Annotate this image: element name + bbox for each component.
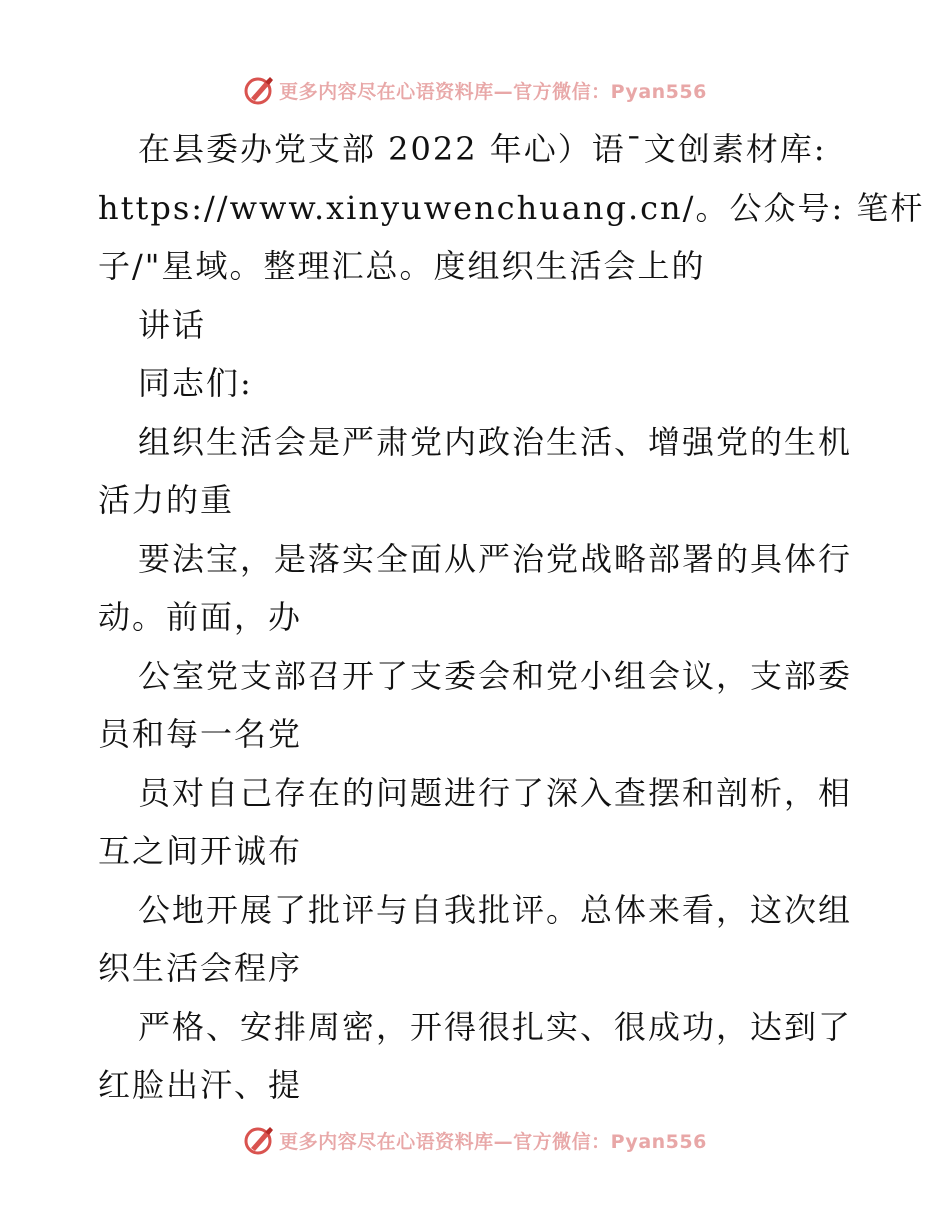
header-banner-text: 更多内容尽在心语资料库—官方微信：Pyan556 — [279, 80, 707, 103]
document-line: 讲话 — [138, 305, 207, 344]
document-line: 子/"星域。整理汇总。度组织生活会上的 — [98, 247, 706, 285]
document-line: 员对自己存在的问题进行了深入查摆和剖析，相 — [138, 773, 853, 812]
pen-logo-icon — [243, 1124, 275, 1156]
document-line: 动。前面，办 — [98, 598, 303, 636]
document-line: 公室党支部召开了支委会和党小组会议，支部委 — [138, 656, 853, 695]
document-line: 在县委办党支部 2022 年心）语¯文创素材库: — [138, 130, 827, 168]
document-line: 同志们: — [138, 364, 253, 402]
document-line: 红脸出汗、提 — [98, 1066, 303, 1104]
footer-banner-text: 更多内容尽在心语资料库—官方微信：Pyan556 — [279, 1130, 707, 1153]
document-body — [98, 120, 925, 1115]
pen-logo-icon — [243, 74, 275, 106]
document-line: 严格、安排周密，开得很扎实、很成功，达到了 — [138, 1007, 853, 1046]
document-line: 公地开展了批评与自我批评。总体来看，这次组 — [138, 890, 853, 929]
document-line: 要法宝，是落实全面从严治党战略部署的具体行 — [138, 539, 853, 578]
document-line: 活力的重 — [98, 481, 235, 519]
document-line: 员和每一名党 — [98, 715, 303, 753]
footer-banner — [0, 1120, 950, 1160]
header-banner — [0, 70, 950, 110]
document-line: https://www.xinyuwenchuang.cn/。公众号: 笔杆 — [98, 188, 925, 227]
document-line: 组织生活会是严肃党内政治生活、增强党的生机 — [138, 422, 853, 461]
document-line: 织生活会程序 — [98, 949, 303, 987]
document-line: 互之间开诚布 — [98, 832, 303, 870]
